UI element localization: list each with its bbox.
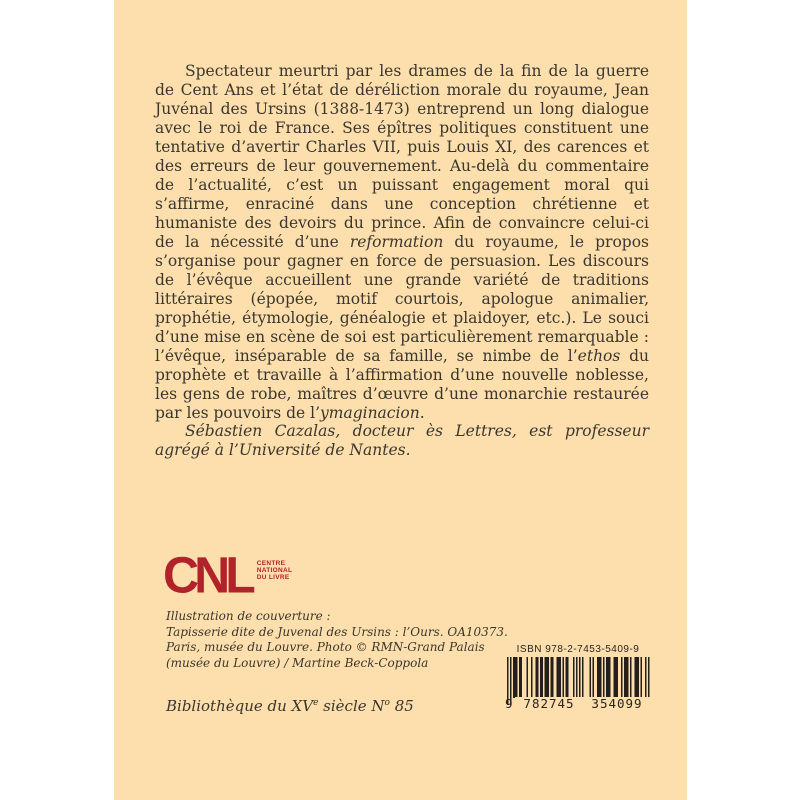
cnl-logo-acronym: CNL xyxy=(163,546,251,604)
author-bio: Sébastien Cazalas, docteur ès Lettres, est professeur agrégé à l’Université de Nantes. xyxy=(155,421,649,459)
cnl-logo-caption-line: NATIONAL xyxy=(256,567,293,574)
barcode-digit-group: 782745 xyxy=(515,697,583,710)
collection-superscript: e xyxy=(313,698,319,708)
collection-prefix: Bibliothèque du XV xyxy=(166,697,314,715)
synopsis-italic-term: reformation xyxy=(349,232,444,251)
isbn-label: ISBN 978-2-7453-5409-9 xyxy=(516,644,640,655)
synopsis-italic-term: ymaginacion xyxy=(320,403,420,422)
cnl-logo xyxy=(163,546,293,604)
credit-line: Paris, musée du Louvre. Photo © RMN-Grand Palais xyxy=(166,640,485,655)
credit-line: Illustration de couverture : xyxy=(166,609,331,623)
cover-illustration-credits xyxy=(166,609,526,672)
collection-superscript: o xyxy=(384,698,390,708)
synopsis-text: du prophète et travaille à l’affirmation d’une nouvelle noblesse, les gens de robe, maîtres d’œuvre d’une monarchie restaurée par les pouvoirs de l’ xyxy=(155,346,649,422)
synopsis-italic-term: ethos xyxy=(577,346,621,365)
credit-line: Tapisserie dite de Juvenal des Ursins : l’Ours. OA10373. xyxy=(166,624,508,639)
synopsis-text: . xyxy=(419,403,425,422)
barcode-digits xyxy=(505,697,651,710)
synopsis-text: Spectateur meurtri par les drames de la fin de la guerre de Cent Ans et l’état de déréliction morale du royaume, Jean Juvénal des Ursins (1388-1473) entreprend un long dialogue avec le roi de France. Ses épîtres politiques constituent une tentative d’avertir Charles VII, puis Louis XI, des carences et des erreurs de leur gouvernement. Au-delà du commentaire de l’actualité, c’est un puissant engagement moral qui s’affirme, enraciné dans une conception chrétienne et humaniste des devoirs du prince. Afin de convaincre celui-ci de la nécessité d’une xyxy=(155,61,649,251)
collection-number: 85 xyxy=(389,697,414,715)
collection-middle: siècle N xyxy=(318,697,385,715)
cnl-logo-caption-line: DU LIVRE xyxy=(256,574,290,581)
barcode-digit-first: 9 xyxy=(505,696,513,711)
credit-line: (musée du Louvre) / Martine Beck-Coppola xyxy=(166,656,429,671)
synopsis-text: du royaume, le propos s’organise pour gagner en force de persuasion. Les discours de l’évêque accueillent une grande variété de traditions littéraires (épopée, motif courtois, apologue animalier, prophétie, étymologie, généalogie et plaidoyer, etc.). Le souci d’une mise en scène de soi est particulièrement remarquable : l’évêque, inséparable de sa famille, se nimbe de l’ xyxy=(155,232,649,365)
cnl-logo-caption-line: CENTRE xyxy=(256,560,286,567)
collection-title xyxy=(166,697,414,715)
book-back-cover xyxy=(114,0,687,800)
cnl-logo-caption xyxy=(257,560,293,581)
synopsis-paragraph xyxy=(155,62,649,423)
isbn-barcode-block xyxy=(505,644,651,710)
barcode-digit-group: 354099 xyxy=(583,697,651,710)
